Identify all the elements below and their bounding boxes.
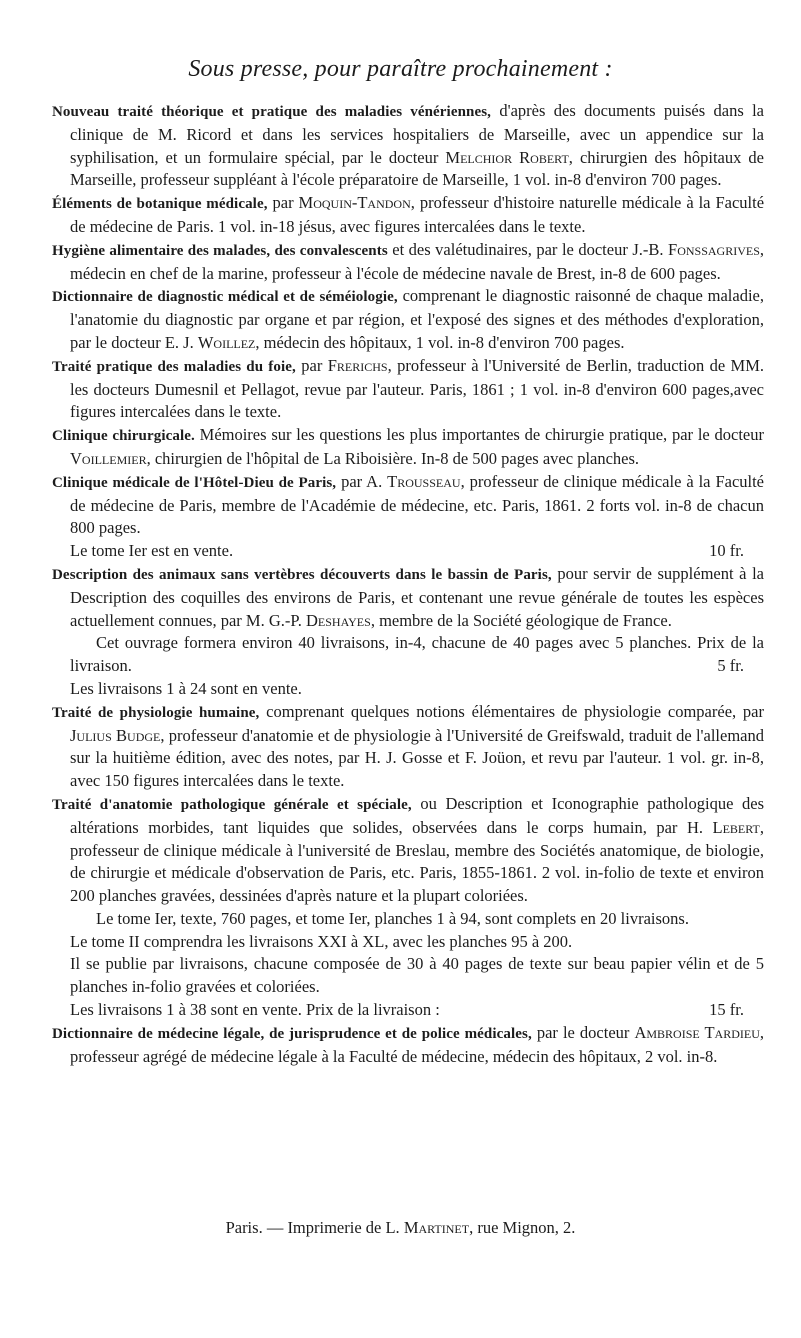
entry-title: Clinique chirurgicale. (52, 428, 195, 445)
printer-imprint: Paris. — Imprimerie de L. Martinet, rue Mignon, 2. (225, 1218, 576, 1237)
author-name: Melchior Robert (445, 147, 569, 167)
author-name: Woillez (197, 332, 256, 352)
entry-title: Dictionnaire de diagnostic médical et de séméiologie, (52, 289, 398, 306)
catalogue-list (52, 100, 764, 1068)
entry-note: Les livraisons 1 à 24 sont en vente. (70, 678, 302, 698)
author-name: Voillemier (70, 448, 147, 468)
page-title: Sous presse, pour paraître prochainement : (188, 56, 613, 82)
entry-medecine-legale: Dictionnaire de médecine légale, de jurisprudence et de police médicales, par le docteur Ambroise Tardieu, professeur agrégé de médecine légale à la Faculté de médecine, médecin des hôpitaux, 2 vol. in-8. (52, 1022, 764, 1066)
entry-physiologie-humaine: Traité de physiologie humaine, comprenant quelques notions élémentaires de physiologie comparée, par Julius Budge, professeur d'anatomie et de physiologie à l'Université de Greifswald, traduit de l'allemand sur la huitième édition, avec des notes, par H. J. Gosse et F. Joüon, et revu par l'auteur. 1 vol. gr. in-8, avec 150 figures intercalées dans le texte. (52, 701, 764, 791)
price-line: Les livraisons 1 à 38 sont en vente. Prix de la livraison : 15 fr. (52, 999, 764, 1022)
entry-dictionnaire-diagnostic: Dictionnaire de diagnostic médical et de séméiologie, comprenant le diagnostic raisonné de chaque maladie, l'anatomie du diagnostic par organe et par région, et l'exposé des signes et des méthodes d'exploration, par le docteur E. J. Woillez, médecin des hôpitaux, 1 vol. in-8 d'environ 700 pages. (52, 286, 764, 352)
entry-botanique-medicale: Éléments de botanique médicale, par Moquin-Tandon, professeur d'histoire naturelle médicale à la Faculté de médecine de Paris. 1 vol. in-18 jésus, avec figures intercalées dans le texte. (52, 193, 765, 236)
entry-clinique-medicale: Clinique médicale de l'Hôtel-Dieu de Paris, par A. Trousseau, professeur de clinique médicale à la Faculté de médecine de Paris, membre de l'Académie de médecine, etc. Paris, 1861. 2 forts vol. in-8 de chacun 800 pages. (52, 471, 765, 538)
author-name: Ambroise Tardieu (634, 1022, 760, 1042)
entry-note: Il se publie par livraisons, chacune composée de 30 à 40 pages de texte sur beau papier vélin et de 5 planches in-folio gravées et coloriées. (70, 954, 764, 997)
author-name: Moquin-Tandon (298, 193, 411, 213)
author-name: Fonssagrives (668, 239, 760, 259)
entry-anatomie-pathologique: Traité d'anatomie pathologique générale et spéciale, ou Description et Iconographie pathologique des altérations morbides, tant liquides que solides, observées dans le corps humain, par H. Lebert, professeur de clinique médicale à l'université de Breslau, membre des Sociétés anatomique, de biologie, de chirurgie et médicale d'observation de Paris, etc. Paris, 1855-1861. 2 vol. in-folio de texte et environ 200 planches gravées, dessinées d'après nature et la plupart coloriées. (52, 793, 765, 906)
entry-title: Hygiène alimentaire des malades, des convalescents (52, 242, 388, 259)
price: 10 fr. (709, 541, 744, 561)
entry-title: Éléments de botanique médicale, (52, 196, 268, 213)
author-name: Trousseau (387, 471, 461, 491)
entry-hygiene-alimentaire: Hygiène alimentaire des malades, des convalescents et des valétudinaires, par le docteur J.-B. Fonssagrives, médecin en chef de la marine, professeur à l'école de médecine navale de Brest, in-8 de 600 pages. (52, 239, 764, 283)
entry-animaux-sans-vertebres: Description des animaux sans vertèbres découverts dans le bassin de Paris, pour servir de supplément à la Description des coquilles des environs de Paris, et contenant une revue générale de toutes les espèces actuellement connues, par M. G.-P. Deshayes, membre de la Société géologique de France. (52, 563, 764, 630)
entry-title: Dictionnaire de médecine légale, de jurisprudence et de police médicales, (52, 1025, 532, 1042)
entry-title: Description des animaux sans vertèbres découverts dans le bassin de Paris, (52, 566, 552, 583)
author-name: Deshayes (305, 610, 371, 630)
entry-note: Le tome Ier, texte, 760 pages, et tome Ier, planches 1 à 94, sont complets en 20 livraisons. (96, 908, 689, 928)
entry-title: Traité d'anatomie pathologique générale et spéciale, (52, 796, 412, 813)
author-name: Frerichs (327, 355, 388, 375)
price: 15 fr. (709, 1000, 744, 1020)
printer-name: Martinet (403, 1218, 470, 1237)
entry-note: Cet ouvrage formera environ 40 livraisons, in-4, chacune de 40 pages avec 5 planches. Prix de la livraison. 5 fr. (52, 632, 764, 678)
author-name: Julius Budge (70, 725, 161, 745)
price: 5 fr. (717, 656, 744, 676)
entry-title: Traité de physiologie humaine, (52, 704, 260, 721)
entry-title: Traité pratique des maladies du foie, (52, 358, 296, 375)
entry-maladies-veneriennes: Nouveau traité théorique et pratique des maladies vénériennes, d'après des documents puisés dans la clinique de M. Ricord et dans les services hospitaliers de Marseille, avec un appendice sur la syphilisation, et un formulaire spécial, par le docteur Melchior Robert, chirurgien des hôpitaux de Marseille, professeur suppléant à l'école préparatoire de Marseille, 1 vol. in-8 d'environ 700 pages. (52, 101, 765, 190)
author-name: Lebert (712, 817, 760, 837)
entry-clinique-chirurgicale: Clinique chirurgicale. Mémoires sur les questions les plus importantes de chirurgie pratique, par le docteur Voillemier, chirurgien de l'hôpital de La Riboisière. In-8 de 500 pages avec planches. (52, 425, 764, 468)
entry-note: Le tome II comprendra les livraisons XXI à XL, avec les planches 95 à 200. (70, 931, 573, 951)
entry-title: Clinique médicale de l'Hôtel-Dieu de Paris, (52, 474, 337, 491)
entry-title: Nouveau traité théorique et pratique des maladies vénériennes, (52, 104, 492, 120)
entry-maladies-foie: Traité pratique des maladies du foie, par Frerichs, professeur à l'Université de Berlin, traduction de MM. les docteurs Dumesnil et Pellagot, revue par l'auteur. Paris, 1861 ; 1 vol. in-8 d'environ 600 pages,avec figures intercalées dans le texte. (52, 355, 764, 422)
price-line: Le tome Ier est en vente. 10 fr. (52, 540, 764, 563)
